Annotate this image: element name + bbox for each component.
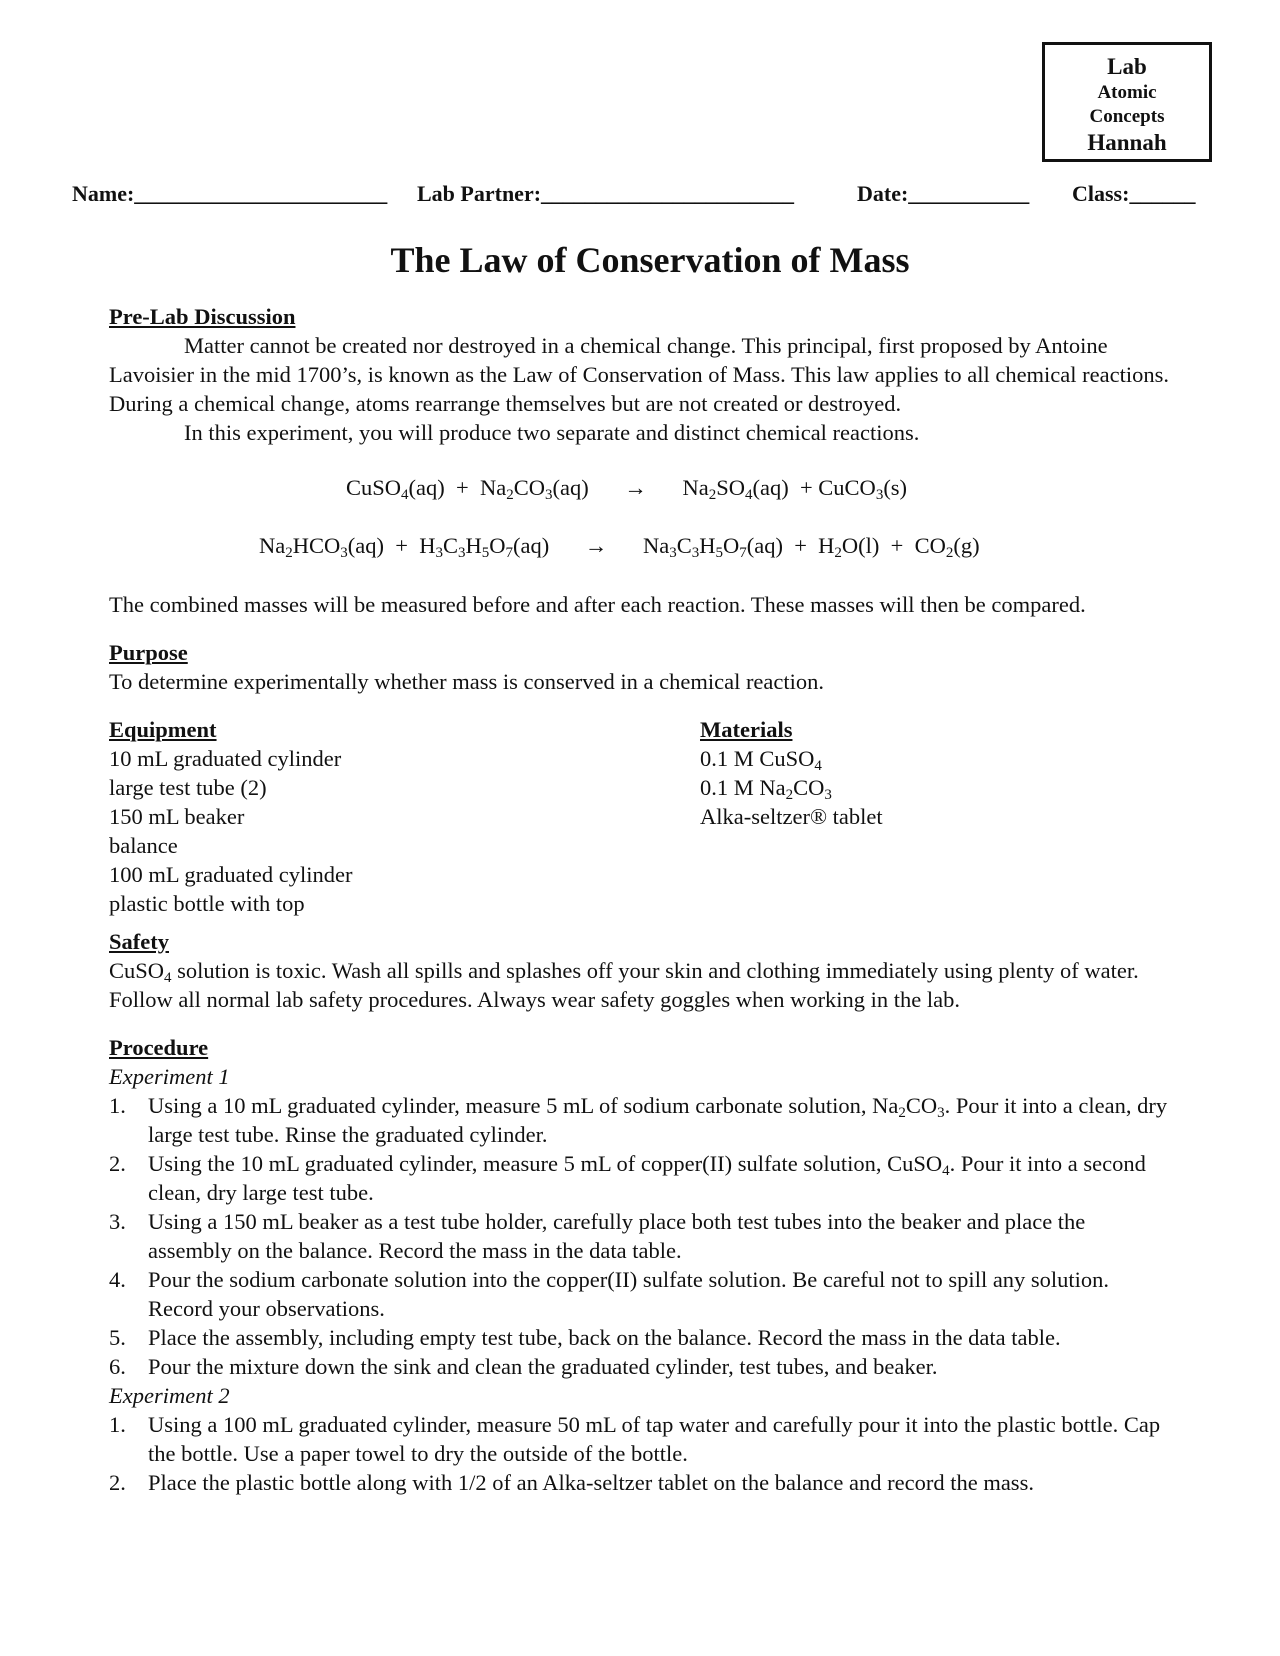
document-body xyxy=(109,302,1174,1497)
material-item: 0.1 M CuSO$_4$ xyxy=(700,746,822,774)
prelab-paragraph-2: In this experiment, you will produce two separate and distinct chemical reactions. xyxy=(184,420,920,445)
safety-text: CuSO$_4$ solution is toxic. Wash all spills and splashes off your skin and clothing immediately using plenty of water. Follow all normal lab safety procedures. Always wear safety goggles when working in the lab. xyxy=(109,958,1139,1012)
materials-column xyxy=(700,715,1174,918)
equipment-item: 10 mL graduated cylinder xyxy=(109,746,342,771)
eq1-reactant-1: CuSO$_4$(aq) xyxy=(346,475,445,503)
equipment-materials-section xyxy=(109,715,1174,918)
box-atomic: Atomic xyxy=(1097,82,1157,103)
procedure-step: 4. Pour the sodium carbonate solution into the copper(II) sulfate solution. Be careful not to spill any solution. Record your observations. xyxy=(109,1267,1110,1321)
equipment-item: 100 mL graduated cylinder xyxy=(109,862,353,887)
prelab-heading: Pre-Lab Discussion xyxy=(109,304,296,329)
name-field[interactable]: Name:_______________________ xyxy=(72,181,388,206)
eq1-product-2: CuCO$_3$(s) xyxy=(818,475,908,503)
eq2-product-1: $Na_3C_3H_5O_7(aq)$ xyxy=(642,533,783,561)
eq2-product-2: $H_2O(l)$ xyxy=(818,533,880,561)
eq1-reactant-2: $Na_2CO_3(aq)$ xyxy=(479,475,589,503)
eq1-arrow: → xyxy=(624,475,647,500)
equation-2: $Na_2HCO_3(aq) + H_3C_3H_5O_7(aq) \to Na_3C_3H_5O_7(aq) + H_2O(l) + CO_2(g)$ xyxy=(259,533,980,561)
equipment-item: plastic bottle with top xyxy=(109,891,305,916)
materials-heading: Materials xyxy=(700,717,793,742)
procedure-step: 5. Place the assembly, including empty test tube, back on the balance. Record the mass in the data table. xyxy=(109,1325,1061,1350)
prelab-paragraph-1: Matter cannot be created nor destroyed in a chemical change. This principal, first proposed by Antoine Lavoisier in the mid 1700’s, is known as the Law of Conservation of Mass. This law applies to all chemical reactions. During a chemical change, atoms rearrange themselves but are not created or destroyed. xyxy=(109,333,1169,416)
box-lab: Lab xyxy=(1107,54,1147,79)
experiment-2-steps xyxy=(109,1410,1174,1497)
procedure-step: 2. Place the plastic bottle along with 1/2 of an Alka-seltzer tablet on the balance and record the mass. xyxy=(109,1470,1034,1495)
eq1-product-1: $Na_2SO_4(aq)$ xyxy=(682,475,789,503)
eq2-reactant-2: $H_3C_3H_5O_7(aq)$ xyxy=(419,533,550,561)
safety-heading: Safety xyxy=(109,929,169,954)
equipment-column xyxy=(109,715,700,918)
material-item: Alka-seltzer® tablet xyxy=(700,804,883,829)
equation-1: CuSO$_4$(aq) + $Na_2CO_3(aq) \to Na_2SO_4(aq)$ + CuCO$_3$(s) xyxy=(346,475,908,503)
experiment-2-label: Experiment 2 xyxy=(109,1383,230,1408)
page-title: The Law of Conservation of Mass xyxy=(390,240,910,280)
lab-label-box xyxy=(1042,42,1212,162)
student-info-row xyxy=(72,180,1242,208)
experiment-1-label: Experiment 1 xyxy=(109,1064,230,1089)
box-concepts: Concepts xyxy=(1089,106,1165,127)
experiment-1-steps xyxy=(109,1091,1174,1381)
equipment-item: large test tube (2) xyxy=(109,775,267,800)
procedure-step: 3. Using a 150 mL beaker as a test tube holder, carefully place both test tubes into the beaker and place the assembly on the balance. Record the mass in the data table. xyxy=(109,1209,1086,1263)
procedure-step: 1. Using a 10 mL graduated cylinder, measure 5 mL of sodium carbonate solution, $Na_2CO_3$. Pour it into a clean, dry large test tube. Rinse the graduated cylinder. xyxy=(109,1093,1168,1147)
material-item: 0.1 M $Na_2CO_3$ xyxy=(700,775,832,803)
purpose-text: To determine experimentally whether mass is conserved in a chemical reaction. xyxy=(109,669,825,694)
eq2-arrow: → xyxy=(584,533,608,558)
equipment-item: 150 mL beaker xyxy=(109,804,245,829)
procedure-step: 6. Pour the mixture down the sink and clean the graduated cylinder, test tubes, and beaker. xyxy=(109,1354,938,1379)
procedure-step: 2. Using the 10 mL graduated cylinder, measure 5 mL of copper(II) sulfate solution, CuSO$_4$. Pour it into a second clean, dry large test tube. xyxy=(109,1151,1146,1205)
procedure-step: 1. Using a 100 mL graduated cylinder, measure 50 mL of tap water and carefully pour it into the plastic bottle. Cap the bottle. Use a paper towel to dry the outside of the bottle. xyxy=(109,1412,1161,1466)
procedure-heading: Procedure xyxy=(109,1035,209,1060)
class-field[interactable]: Class:______ xyxy=(1072,181,1196,206)
date-field[interactable]: Date:___________ xyxy=(857,181,1030,206)
purpose-heading: Purpose xyxy=(109,640,188,665)
prelab-paragraph-3: The combined masses will be measured before and after each reaction. These masses will then be compared. xyxy=(109,592,1086,617)
equipment-item: balance xyxy=(109,833,178,858)
box-author: Hannah xyxy=(1087,130,1167,155)
equipment-heading: Equipment xyxy=(109,717,217,742)
eq2-product-3: $CO_2(g)$ xyxy=(914,533,980,561)
lab-partner-field[interactable]: Lab Partner:_______________________ xyxy=(417,181,795,206)
eq2-reactant-1: $Na_2HCO_3(aq)$ xyxy=(259,533,384,561)
